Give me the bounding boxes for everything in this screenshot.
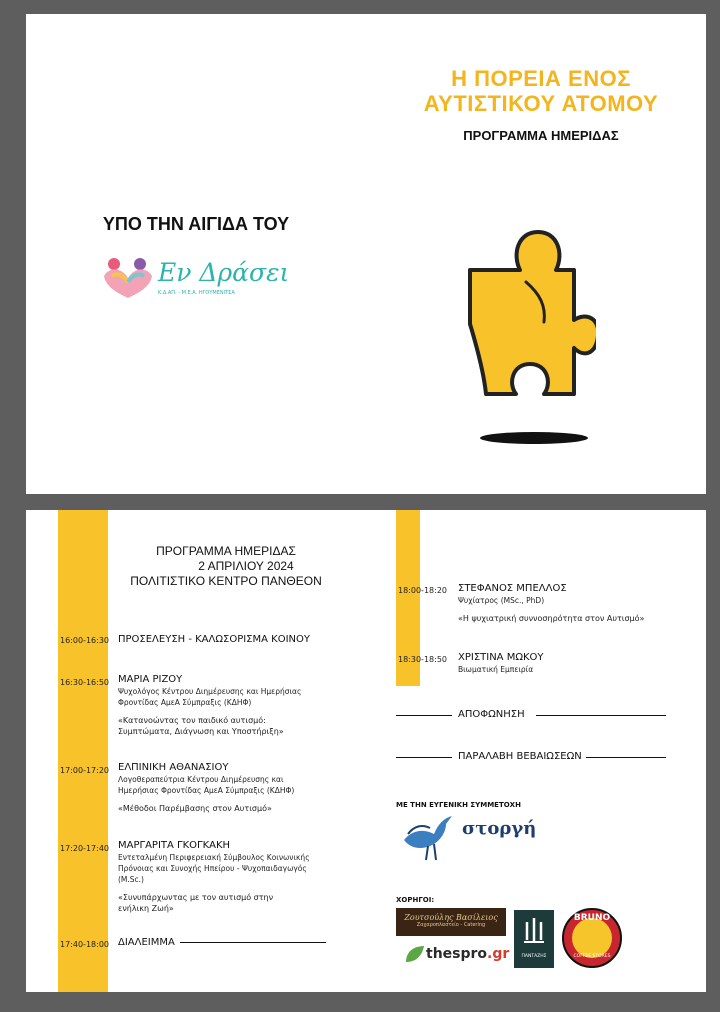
speaker-name: ΣΤΕΦΑΝΟΣ ΜΠΕΛΛΟΣ [458, 583, 567, 594]
schedule-item [118, 840, 368, 914]
speaker-desc: Λογοθεραπεύτρια Κέντρου Διημέρευσης και [118, 775, 284, 784]
support-label: ΜΕ ΤΗΝ ΕΥΓΕΝΙΚΗ ΣΥΜΜΕΤΟΧΗ [396, 801, 521, 809]
speaker-desc: Εντεταλμένη Περιφερειακή Σύμβουλος Κοινωνικής [118, 853, 310, 862]
speaker-desc: Ημερήσιας Φροντίδας ΑμεΑ Σύμπραξις (ΚΔΗΦ) [118, 786, 295, 795]
item-title: ΠΡΟΣΕΛΕΥΣΗ - ΚΑΛΩΣΟΡΙΣΜΑ ΚΟΙΝΟΥ [118, 634, 310, 645]
crane-bird-icon [400, 810, 460, 862]
sponsor2-name [426, 946, 509, 962]
speaker-desc: Φροντίδας ΑμεΑ Σύμπραξις (ΚΔΗΦ) [118, 698, 252, 707]
sponsor-zoutsoulis-logo [396, 908, 506, 936]
time-slot: 17:00-17:20 [60, 766, 109, 775]
divider-line [396, 757, 452, 758]
sponsor-pantazis-logo [514, 910, 554, 968]
storgi-name: στοργή [462, 818, 537, 839]
cover-subtitle: ΠΡΟΓΡΑΜΜΑ ΗΜΕΡΙΔΑΣ [463, 128, 619, 143]
sponsor2-name-a: thespro [426, 946, 488, 962]
program-header [116, 544, 336, 589]
heart-hands-icon [100, 254, 156, 300]
bruno-face-icon [572, 918, 612, 958]
sponsor-thespro-logo [402, 940, 512, 970]
talk-title: «Η ψυχιατρική συννοσηρότητα στον Αυτισμό» [458, 614, 645, 623]
talk-title: «Συνυπάρχωντας με τον αυτισμό στην [118, 893, 274, 902]
speaker-desc: Ψυχίατρος (MSc., PhD) [458, 596, 545, 605]
header-line2: 2 ΑΠΡΙΛΙΟΥ 2024 [198, 559, 294, 573]
item-title: ΔΙΑΛΕΙΜΜΑ [118, 937, 175, 948]
speaker-desc: Πρόνοιας και Συνοχής Ηπείρου - Ψυχοπαιδαγωγός [118, 864, 307, 873]
logo-sub: Κ.Δ.ΑΠ. - Μ.Ε.Α. ΗΓΟΥΜΕΝΙΤΣΑ [158, 290, 235, 296]
program-page [26, 510, 706, 992]
schedule-item [458, 583, 698, 624]
logo-name: Εν Δράσει [158, 258, 290, 287]
schedule-item [118, 634, 310, 646]
cover-title-line1: Η ΠΟΡΕΙΑ ΕΝΟΣ [451, 66, 631, 91]
speaker-desc: Ψυχολόγος Κέντρου Διημέρευσης και Ημερήσιας [118, 687, 302, 696]
cover-page [26, 14, 706, 494]
schedule-item [118, 762, 358, 814]
speaker-desc: Βιωματική Εμπειρία [458, 665, 534, 674]
divider-line [586, 757, 666, 758]
divider-line [396, 715, 452, 716]
talk-title: «Μέθοδοι Παρέμβασης στον Αυτισμό» [118, 804, 272, 813]
schedule-item [118, 674, 358, 737]
sponsor3-name: ΠΑΝΤΑΖΗΣ [521, 954, 547, 959]
wheat-icon [514, 910, 554, 950]
left-accent-stripe [58, 510, 108, 992]
closing-item: ΠΑΡΑΛΑΒΗ ΒΕΒΑΙΩΣΕΩΝ [458, 751, 582, 762]
header-line3: ΠΟΛΙΤΙΣΤΙΚΟ ΚΕΝΤΡΟ ΠΑΝΘΕΟΝ [130, 574, 322, 588]
puzzle-piece-icon [456, 224, 596, 454]
sponsor-bruno-logo [562, 908, 622, 968]
leaf-icon [402, 942, 426, 966]
sponsor1-sub: Ζαχαροπλαστείο - Catering [416, 922, 486, 928]
time-slot: 16:30-16:50 [60, 678, 109, 687]
sponsor4-name: BRUNO [573, 913, 611, 923]
auspices-label: ΥΠΟ ΤΗΝ ΑΙΓΙΔΑ ΤΟΥ [102, 214, 290, 234]
header-line1: ΠΡΟΓΡΑΜΜΑ ΗΜΕΡΙΔΑΣ [156, 544, 296, 558]
time-slot: 18:00-18:20 [398, 586, 447, 595]
speaker-name: ΕΛΠΙΝΙΚΗ ΑΘΑΝΑΣΙΟΥ [118, 762, 229, 773]
sponsors-label: ΧΟΡΗΓΟΙ: [396, 896, 435, 904]
talk-title: «Κατανοώντας τον παιδικό αυτισμό: [118, 716, 266, 725]
closing-item: ΑΠΟΦΩΝΗΣΗ [458, 709, 525, 720]
sponsor2-name-b: .gr [487, 946, 510, 962]
speaker-name: ΧΡΙΣΤΙΝΑ ΜΩΚΟΥ [458, 652, 544, 663]
speaker-name: ΜΑΡΓΑΡΙΤΑ ΓΚΟΓΚΑΚΗ [118, 840, 231, 851]
time-slot: 18:30-18:50 [398, 655, 447, 664]
speaker-desc: (M.Sc.) [118, 875, 144, 884]
divider-line [536, 715, 666, 716]
time-slot: 17:40-18:00 [60, 940, 109, 949]
time-slot: 17:20-17:40 [60, 844, 109, 853]
cover-title-line2: ΑΥΤΙΣΤΙΚΟΥ ΑΤΟΜΟΥ [423, 91, 659, 116]
divider-line [180, 942, 326, 943]
storgi-logo [400, 810, 550, 862]
speaker-name: ΜΑΡΙΑ ΡΙΖΟΥ [118, 674, 183, 685]
sponsor4-sub: COFFEE STORES [573, 954, 611, 959]
sponsor1-name: Ζουτσούλης Βασίλειος [404, 913, 498, 922]
en-drasei-logo [100, 254, 300, 300]
time-slot: 16:00-16:30 [60, 636, 109, 645]
talk-title: ενήλικη Ζωή» [118, 904, 174, 913]
schedule-item [458, 652, 698, 675]
talk-title: Συμπτώματα, Διάγνωση και Υποστήριξη» [118, 727, 284, 736]
schedule-item [118, 937, 175, 949]
